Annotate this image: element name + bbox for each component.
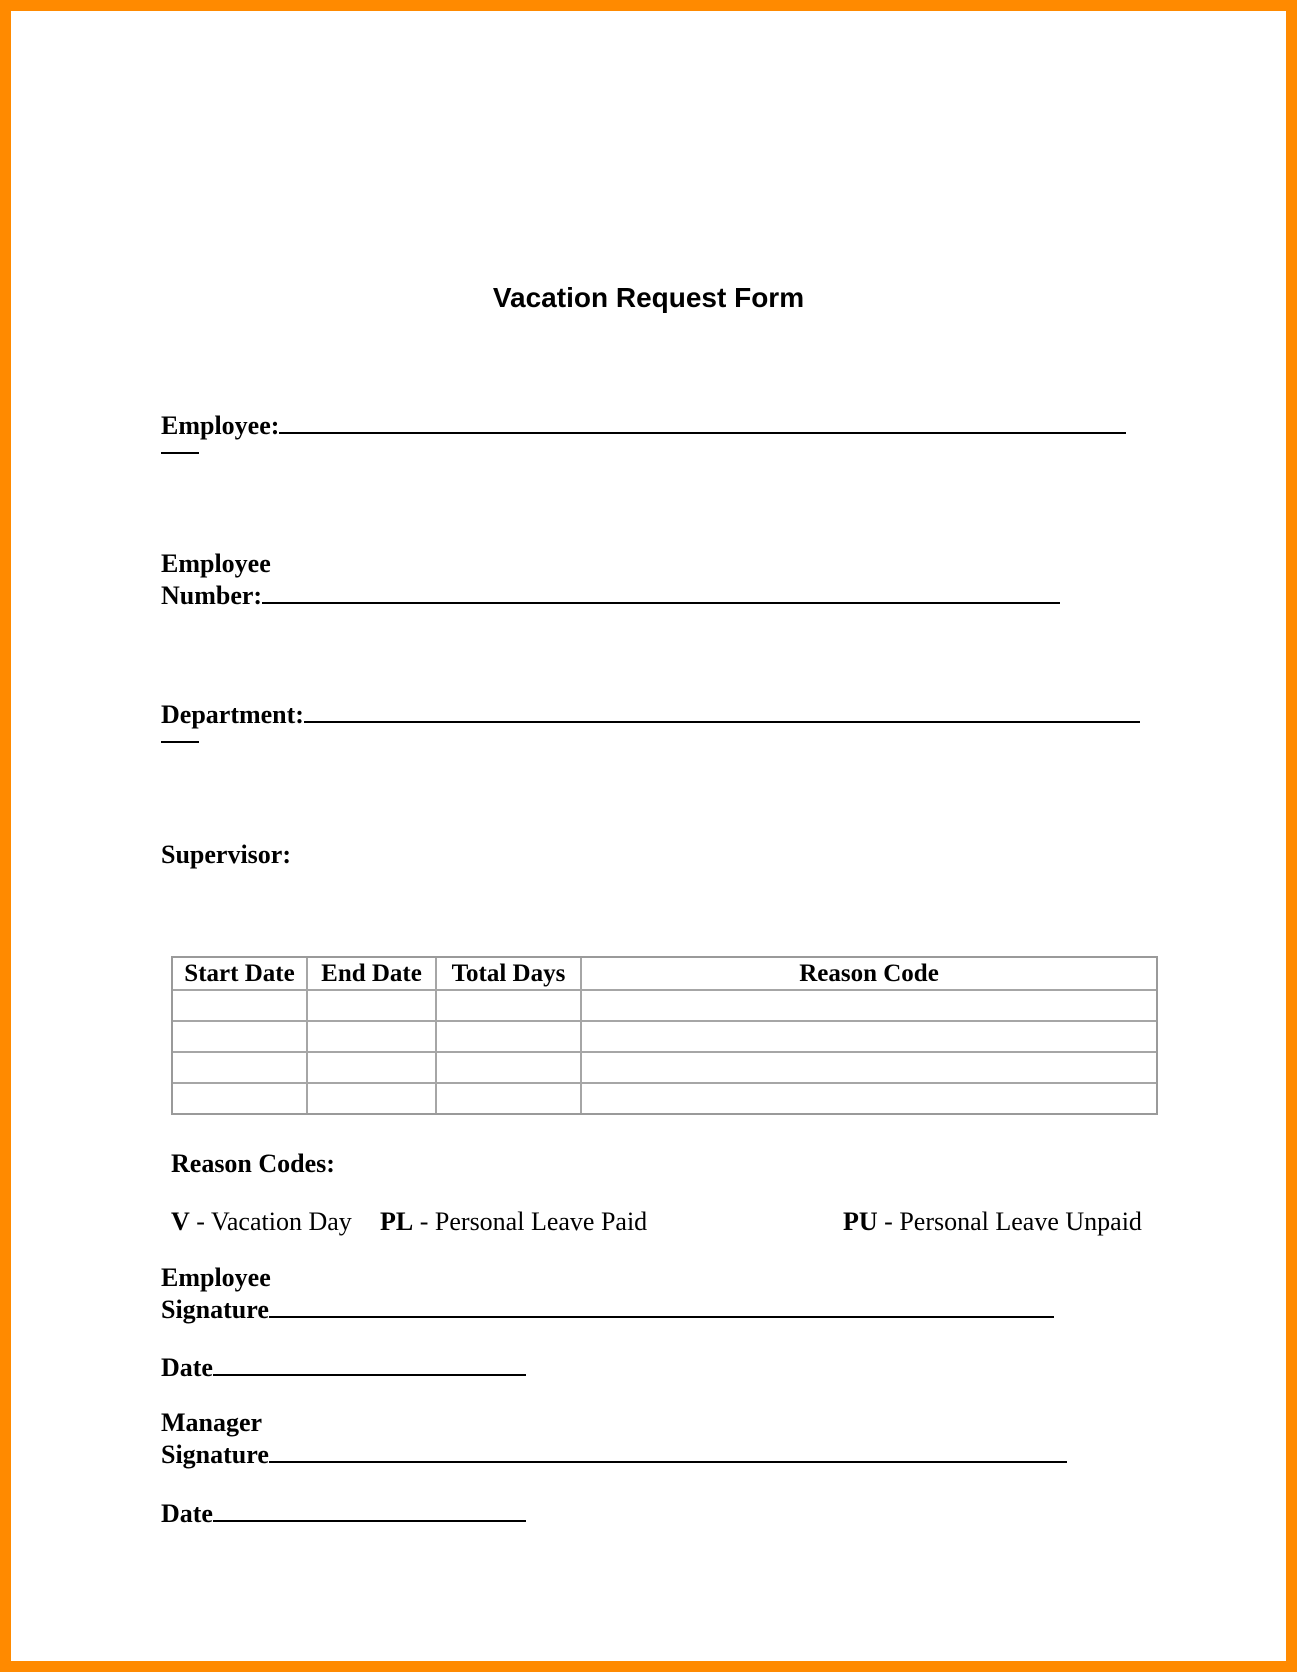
reason-code-description: Personal Leave Unpaid (899, 1207, 1142, 1236)
total-days-cell[interactable] (437, 1084, 582, 1113)
start-date-cell[interactable] (173, 1022, 308, 1053)
manager-signature-label-line2: Signature (161, 1440, 269, 1469)
reason-code-description: Personal Leave Paid (434, 1207, 648, 1236)
employee-number-label-line1: Employee (161, 549, 271, 578)
vacation-dates-table (171, 956, 1158, 1115)
employee-date-label: Date (161, 1353, 213, 1382)
department-field[interactable] (161, 697, 1140, 743)
reason-code-cell[interactable] (582, 1053, 1156, 1084)
start-date-cell[interactable] (173, 991, 308, 1022)
end-date-cell[interactable] (308, 1022, 437, 1053)
employee-number-label-line2: Number: (161, 581, 263, 610)
reason-code-separator: - (877, 1207, 900, 1236)
reason-code-key: V (171, 1207, 190, 1236)
end-date-cell[interactable] (308, 1084, 437, 1113)
employee-signature-line[interactable] (269, 1292, 1054, 1318)
table-header-row (173, 958, 1156, 991)
manager-signature-line[interactable] (269, 1437, 1067, 1463)
end-date-header: End Date (308, 958, 437, 991)
reason-codes-heading: Reason Codes: (171, 1149, 335, 1178)
table-row (173, 1022, 1156, 1053)
manager-date-label: Date (161, 1499, 213, 1528)
reason-code-key: PU (843, 1207, 878, 1236)
reason-code-pl (380, 1207, 647, 1237)
manager-signature-field[interactable] (161, 1409, 1067, 1469)
table-row (173, 1053, 1156, 1084)
manager-signature-label-line1: Manager (161, 1408, 263, 1437)
total-days-cell[interactable] (437, 991, 582, 1022)
reason-code-pu (843, 1207, 1142, 1237)
start-date-header: Start Date (173, 958, 308, 991)
reason-code-cell[interactable] (582, 1084, 1156, 1113)
employee-field[interactable] (161, 408, 1126, 454)
reason-code-description: Vacation Day (210, 1207, 352, 1236)
department-input-line[interactable] (304, 697, 1140, 723)
supervisor-label: Supervisor: (161, 840, 291, 869)
reason-code-key: PL (380, 1207, 414, 1236)
employee-date-field[interactable] (161, 1350, 526, 1382)
employee-number-input-line[interactable] (262, 578, 1060, 604)
table-row (173, 1084, 1156, 1113)
table-row (173, 991, 1156, 1022)
department-input-line-wrap[interactable] (161, 729, 199, 743)
employee-date-line[interactable] (213, 1350, 526, 1376)
reason-code-separator: - (413, 1207, 435, 1236)
employee-signature-label-line1: Employee (161, 1263, 271, 1292)
form-title: Vacation Request Form (492, 282, 805, 313)
manager-date-line[interactable] (213, 1496, 526, 1522)
employee-label: Employee: (161, 411, 280, 440)
supervisor-field (161, 841, 291, 869)
end-date-cell[interactable] (308, 1053, 437, 1084)
employee-signature-label-line2: Signature (161, 1295, 269, 1324)
employee-input-line-wrap[interactable] (161, 440, 199, 454)
reason-code-cell[interactable] (582, 1022, 1156, 1053)
employee-input-line[interactable] (279, 408, 1126, 434)
total-days-cell[interactable] (437, 1053, 582, 1084)
total-days-cell[interactable] (437, 1022, 582, 1053)
reason-code-v (171, 1207, 352, 1237)
end-date-cell[interactable] (308, 991, 437, 1022)
employee-number-field[interactable] (161, 550, 1060, 610)
reason-code-header: Reason Code (582, 958, 1156, 991)
start-date-cell[interactable] (173, 1053, 308, 1084)
department-label: Department: (161, 700, 304, 729)
total-days-header: Total Days (437, 958, 582, 991)
employee-signature-field[interactable] (161, 1264, 1054, 1324)
start-date-cell[interactable] (173, 1084, 308, 1113)
reason-code-cell[interactable] (582, 991, 1156, 1022)
manager-date-field[interactable] (161, 1496, 526, 1528)
reason-code-separator: - (189, 1207, 211, 1236)
